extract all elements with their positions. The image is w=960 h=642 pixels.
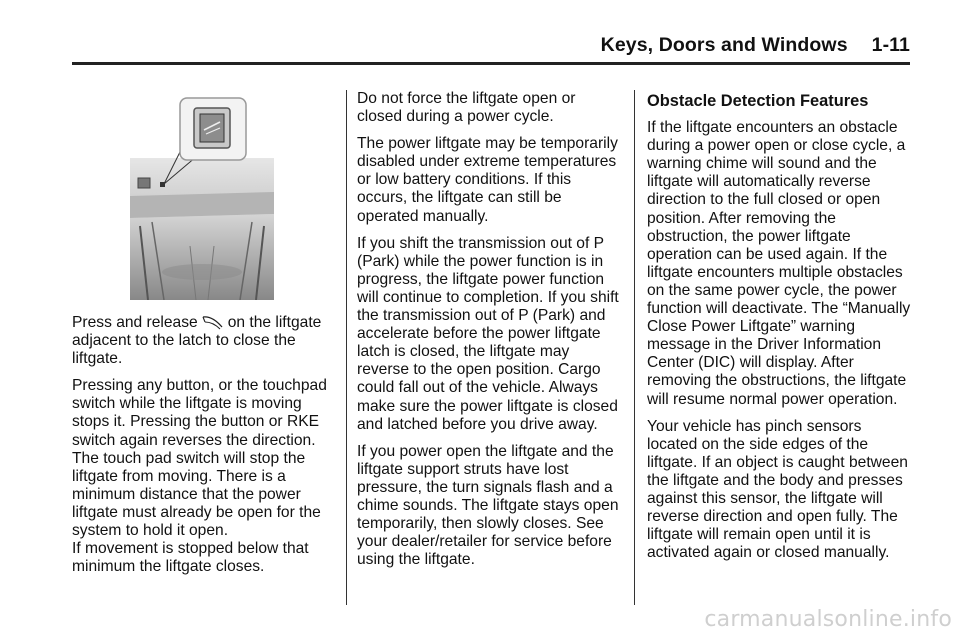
paragraph: The power liftgate may be temporarily disabled under extreme temperatures or low battery conditions. If this occurs, the liftgate can still be operated manually. xyxy=(357,135,618,225)
paragraph xyxy=(72,314,334,368)
watermark: carmanualsonline.info xyxy=(704,607,952,632)
paragraph: Do not force the liftgate open or closed during a power cycle. xyxy=(357,90,576,126)
page-number: 1-11 xyxy=(871,34,910,56)
text: Press and release xyxy=(72,314,198,331)
section-heading: Obstacle Detection Features xyxy=(647,92,869,110)
page-header xyxy=(72,28,910,65)
column-divider xyxy=(346,90,347,605)
column-2 xyxy=(357,90,619,578)
paragraph: Your vehicle has pinch sensors located on the side edges of the liftgate. If an object is caught between the liftgate and the body and presses against this sensor, the liftgate will reverse direction and open fully. The liftgate will remain open until it is activated again or closed manually. xyxy=(647,417,908,562)
section-title: Keys, Doors and Windows xyxy=(600,34,848,56)
column-3 xyxy=(647,90,912,571)
paragraph: Pressing any button, or the touchpad switch while the liftgate is moving stops it. Pressing the button or RKE switch again reverses the direction. The touch pad switch will stop the liftgate from moving. There is a minimum distance that the power liftgate must already be open for the system to hold it open. xyxy=(72,377,327,540)
column-divider xyxy=(634,90,635,605)
paragraph: If you power open the liftgate and the liftgate support struts have lost pressure, the turn signals flash and a chime sounds. The liftgate stays open temporarily, then slowly closes. See your dealer/retailer for service before using the liftgate. xyxy=(357,442,619,569)
text: on the liftgate adjacent to the latch to close the liftgate. xyxy=(72,314,322,368)
liftgate-icon xyxy=(202,314,224,330)
paragraph: If movement is stopped below that minimum the liftgate closes. xyxy=(72,540,309,576)
liftgate-illustration xyxy=(130,96,274,300)
header-title xyxy=(601,34,910,57)
paragraph: If the liftgate encounters an obstacle during a power open or close cycle, a warning chime will sound and the liftgate will automatically reverse direction to the full closed or open position. After removing the obstruction, the power liftgate operation can be used again. If the liftgate encounters multiple obstacles on the same power cycle, the power function will deactivate. The “Manually Close Power Liftgate” warning message in the Driver Information Center (DIC) will display. After removing the obstructions, the liftgate will resume normal power operation. xyxy=(647,119,911,408)
paragraph: If you shift the transmission out of P (Park) while the power function is in progress, the liftgate power function will continue to completion. If you shift the transmission out of P (Park) and accelerate before the power liftgate latch is closed, the liftgate may reverse to the open position. Cargo could fall out of the vehicle. Always make sure the power liftgate is closed and latched before you drive away. xyxy=(357,234,619,433)
column-1 xyxy=(72,314,334,585)
